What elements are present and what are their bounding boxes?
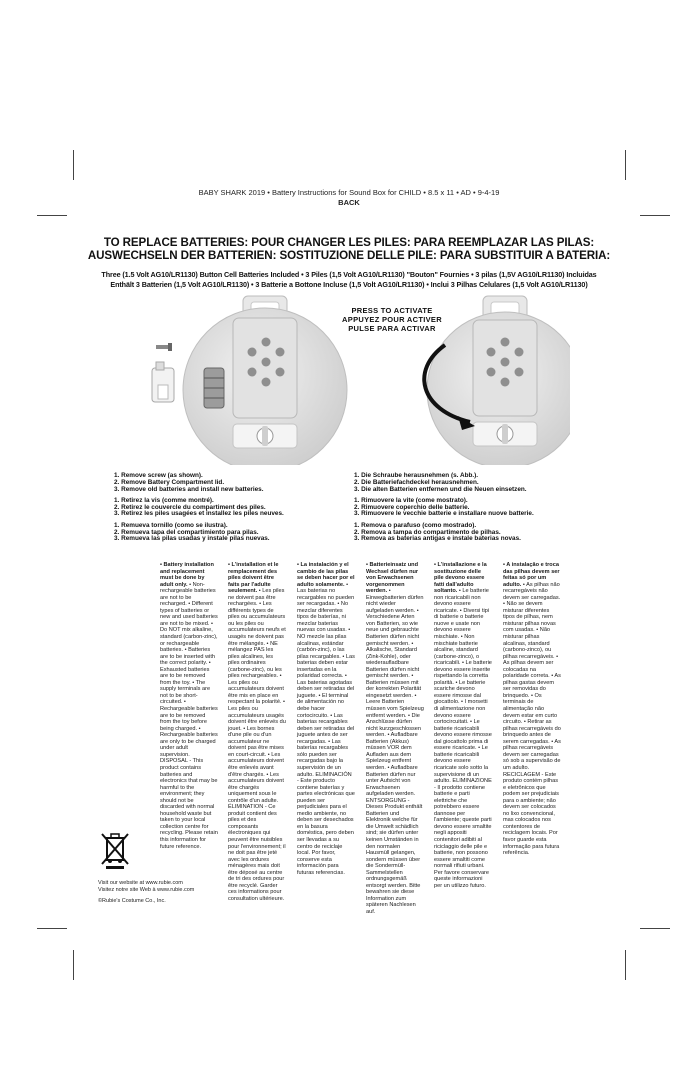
press-label-es: PULSE PARA ACTIVAR [348, 324, 436, 333]
step: 3. Rimuovere le vecchie batterie e installare nuove batterie. [354, 510, 534, 518]
warning-column-fr [228, 562, 286, 902]
print-slug [0, 188, 698, 208]
step: 3. Retirez les piles usagées et installez les piles neuves. [114, 510, 284, 518]
steps-left [114, 473, 284, 548]
step: 2. Remueva tapa del compartimiento para pilas. [114, 528, 259, 536]
warning-title: • L'installazione e la sostituzione delle pile devono essere fatti dall'adulto soltanto. [434, 562, 487, 595]
battery-lid-icon [152, 362, 174, 402]
footer-website [98, 880, 194, 894]
crop-mark [37, 215, 67, 216]
warning-column-it [434, 562, 492, 889]
warning-column-es [297, 562, 355, 876]
heading-line-1: TO REPLACE BATTERIES: POUR CHANGER LES PILES: PARA REEMPLAZAR LAS PILAS: [103, 236, 595, 249]
warning-title: • A instalação e troca das pilhas devem ser feitas só por um adulto. [503, 562, 560, 588]
step: 1. Remueva tornillo (como se ilustra). [114, 521, 228, 529]
crop-mark [73, 150, 74, 180]
warning-body: • Le batterie non ricaricabili non devono essere ricaricate. • Diversi tipi di batterie o batterie nuove e usate non devono essere mischiate. • Non mischiate batterie alcaline, standard (carbone-zinco), o ricaricabili. • Le batterie devono essere inserite rispettando la corretta polarità. • Le batterie scariche devono essere rimosse dal giocattolo. • I morsetti di alimentazione non devono essere cortocircuitati. • Le batterie ricaricabili devono essere rimosse dal giocattolo prima di essere ricaricate. • Le batterie ricaricabili devono essere ricaricate solo sotto la supervisione di un adulto. ELIMINAZIONE - Il prodotto contiene batterie e parti elettriche che potrebbero essere dannose per l'ambiente; queste parti devono essere smaltite negli appositi contenitori adibiti al riciclaggio delle pile e batterie, non possono essere smaltiti come normali rifiuti urbani. Per favore conservare queste informazioni per un utilizzo futuro. [434, 588, 492, 889]
slug-line-1: BABY SHARK 2019 • Battery Instructions for Sound Box for CHILD • 8.5 x 11 • AD • 9-4-19 [198, 188, 500, 197]
warning-title: • Batterieinsatz und Wechsel dürfen nur von Erwachsenen vorgenommen werden. [366, 562, 419, 595]
steps-it [354, 498, 534, 518]
crop-mark [625, 950, 626, 980]
step: 1. Die Schraube herausnehmen (s. Abb.). [354, 472, 479, 479]
step: 1. Retirez la vis (comme montré). [114, 496, 214, 504]
weee-crossed-bin-icon [98, 830, 132, 870]
warning-body: • Las baterias no recargables no pueden ser recargadas. • No mezclar diferentes tipos de baterías, ni mezclar baterias nuevas con usadas. • NO mezcle las pilas alcalinas, estándar (carbón-zinc), o las pilas recargables. • Las baterias deben estar insertadas en la polaridad correcta. • Las baterias agotadas deben ser retiradas del juguete. • El terminal de alimentación no debe hacer cortocircuito. • Las baterias recargables deben ser retiradas del juguete antes de ser recargadas. • Las baterías recargables sólo pueden ser recargadas bajo la supervisión de un adulto. ELIMINACIÓN - Este producto contiene baterías y partes electrónicas que pueden ser perjudiciales para el medio ambiente, no deben ser desechados en la basura doméstica, pero deben ser llevadas a su centro de reciclaje local. Por favor, conserve esta información para futuras referencias. [297, 581, 355, 876]
warning-title: • L'installation et le remplacement des piles doivent être faits par l'adulte seulement. [228, 562, 279, 595]
warning-column-de [366, 562, 424, 916]
crop-mark [37, 928, 67, 929]
step: 3. Die alten Batterien entfernen und die Neuen einsetzen. [354, 485, 527, 493]
step: 3. Remove old batteries and install new batteries. [114, 485, 264, 493]
slug-line-2: BACK [338, 198, 360, 207]
warning-body: • Les piles ne doivent pas être rechargées. • Les différents types de piles ou accumulateurs ou les piles ou accumulateurs neufs et usagés ne doivent pas être mélangés. • NE mélangez PAS les piles alcalines, les piles ordinaires (carbone-zinc), ou les piles rechargeables. • Les piles ou accumulateurs doivent être mis en place en respectant la polarité. • Les piles ou accumulateurs usagés doivent être enlevés du jouet. • Les bornes d'une pile ou d'un accumulateur ne doivent pas être mises en court-circuit. • Les accumulateurs doivent être enlevés avant d'être chargés. • Les accumulateurs doivent être chargés uniquement sous le contrôle d'un adulte. ÉLIMINATION - Ce produit contient des piles et des composants électroniques qui peuvent être nuisibles pour l'environnement; il ne doit pas être jeté avec les ordures ménagères mais doit être déposé au centre de tri des ordures pour être recyclé. Garder ces informations pour consultation ultérieure. [228, 588, 286, 902]
press-to-activate-label [318, 306, 466, 333]
footer-copyright: ©Rubie's Costume Co., Inc. [98, 898, 166, 904]
battery-stack-icon [204, 368, 224, 408]
crop-mark [73, 950, 74, 980]
battery-info-line-1: Three (1.5 Volt AG10/LR1130) Button Cell Batteries Included • 3 Piles (1,5 Volt AG10/LR1130) "Bouton" Fournies • 3 pilas (1,5V AG10/LR1130) Incluidas [101, 270, 597, 279]
step: 1. Remove screw (as shown). [114, 472, 203, 479]
battery-info-line-2: Enthält 3 Batterien (1,5 Volt AG10/LR1130) • 3 Batterie a Bottone Incluse (1,5 Volt AG10/LR1130) • Inclui 3 Pilhas Celulares (1,5 Volt AG10/LR1130) [110, 280, 588, 289]
warning-column-pt [503, 562, 561, 857]
step: 3. Remueva las pilas usadas y instale pilas nuevas. [114, 535, 270, 543]
step: 3. Remova as baterias antigas e instale baterias novas. [354, 535, 521, 543]
press-label-fr: APPUYEZ POUR ACTIVER [342, 315, 442, 324]
step: 2. Rimuovere coperchio delle batterie. [354, 503, 470, 511]
steps-es [114, 523, 284, 543]
press-label-en: PRESS TO ACTIVATE [351, 306, 433, 315]
warning-body: • Einwegbatterien dürfen nicht wieder aufgeladen werden. • Verschiedene Arten von Batterien, so wie neue und gebrauchte Batterien dürfen nicht gemischt werden. • Alkalische, Standard (Zink-Kohle), oder wiederaufladbare Batterien dürfen nicht gemischt werden. • Batterien müssen mit der korrekten Polarität eingesetzt werden. • Leere Batterien müssen vom Spielzeug entfernt werden. • Die Anschlüsse dürfen nicht kurzgeschlossen werden. • Aufladbare Batterien (Akkus) müssen VOR dem Aufladen aus dem Spielzeug entfernt werden. • Aufladbare Batterien dürfen nur unter Aufsicht von Erwachsenen aufgeladen werden. ENTSORGUNG - Dieses Produkt enthält Batterien und Elektronik welche für die Umwelt schädlich sind; sie dürfen unter keinen Umständen in den normalen Hausmüll gelangen, sondern müssen über die Sondermüll-Sammelstellen ordnungsgemäß entsorgt werden. Bitte bewahren sie diese Information zum späteren Nachlesen auf. [366, 588, 424, 915]
warning-title: • Battery installation and replacement must be done by adult only. [160, 562, 214, 588]
crop-mark [640, 928, 670, 929]
crop-mark [640, 215, 670, 216]
screw-icon [156, 343, 172, 351]
step: 2. Die Batteriefachdeckel herausnehmen. [354, 478, 479, 486]
steps-en [114, 473, 284, 493]
warning-body: • As pilhas não recarregáveis não devem ser carregadas. • Não se devem misturar diferentes tipos de pilhas, nem misturar pilhas novas com usadas. • Não misturar pilhas alcalinas, standard (carbono-zinco), ou pilhas recarregáveis. • As pilhas devem ser colocadas na polaridade correta. • As pilhas gastas devem ser removidas do brinquedo. • Os terminais de alimentação não devem estar em curto circuito. • Retirar as pilhas recarregáveis do brinquedo antes de serem carregadas. • As pilhas recarregáveis devem ser carregadas só sob a supervisão de um adulto. RECICLAGEM - Este produto contém pilhas e eletrônicos que podem ser prejudiciais para o ambiente; não devem ser colocados no lixo convencional, mas colocados nos contentores de reciclagem locais. Por favor guarde esta informação para futura referência. [503, 581, 561, 857]
steps-pt [354, 523, 534, 543]
steps-de [354, 473, 534, 493]
heading-line-2: AUSWECHSELN DER BATTERIEN: SOSTITUZIONE DELLE PILE: PARA SUBSTITUIR A BATERIA: [87, 249, 611, 262]
warning-title: • La instalación y el cambio de las pilas se deben hacer por el adulto solamente. [297, 562, 355, 588]
steps-right [354, 473, 534, 548]
step: 1. Rimuovere la vite (come mostrato). [354, 496, 468, 504]
step: 1. Remova o parafuso (como mostrado). [354, 521, 477, 529]
steps-fr [114, 498, 284, 518]
step: 2. Retirez le couvercle du compartiment des piles. [114, 503, 266, 511]
crop-mark [625, 150, 626, 180]
step: 2. Remova a tampa do compartimento de pilhas. [354, 528, 501, 536]
footer-website-fr: Visitez notre site Web à www.rubie.com [98, 887, 195, 893]
warning-column-en [160, 562, 218, 850]
footer-website-en: Visit our website at www.rubie.com [98, 880, 183, 886]
step: 2. Remove Battery Compartment lid. [114, 478, 225, 486]
warning-body: • Non-rechargeable batteries are not to be recharged. • Different types of batteries or new and used batteries are not to be mixed. • Do NOT mix alkaline, standard (carbon-zinc), or rechargeable batteries. • Batteries are to be inserted with the correct polarity. • Exhausted batteries are to be removed from the toy. • The supply terminals are not to be short-circuited. • Rechargeable batteries are to be removed from the toy before being charged. • Rechargeable batteries are only to be charged under adult supervision. DISPOSAL - This product contains batteries and electronics that may be harmful to the environment; they should not be discarded with normal household waste but taken to your local collection centre for recycling. Please retain this information for future reference. [160, 581, 218, 850]
